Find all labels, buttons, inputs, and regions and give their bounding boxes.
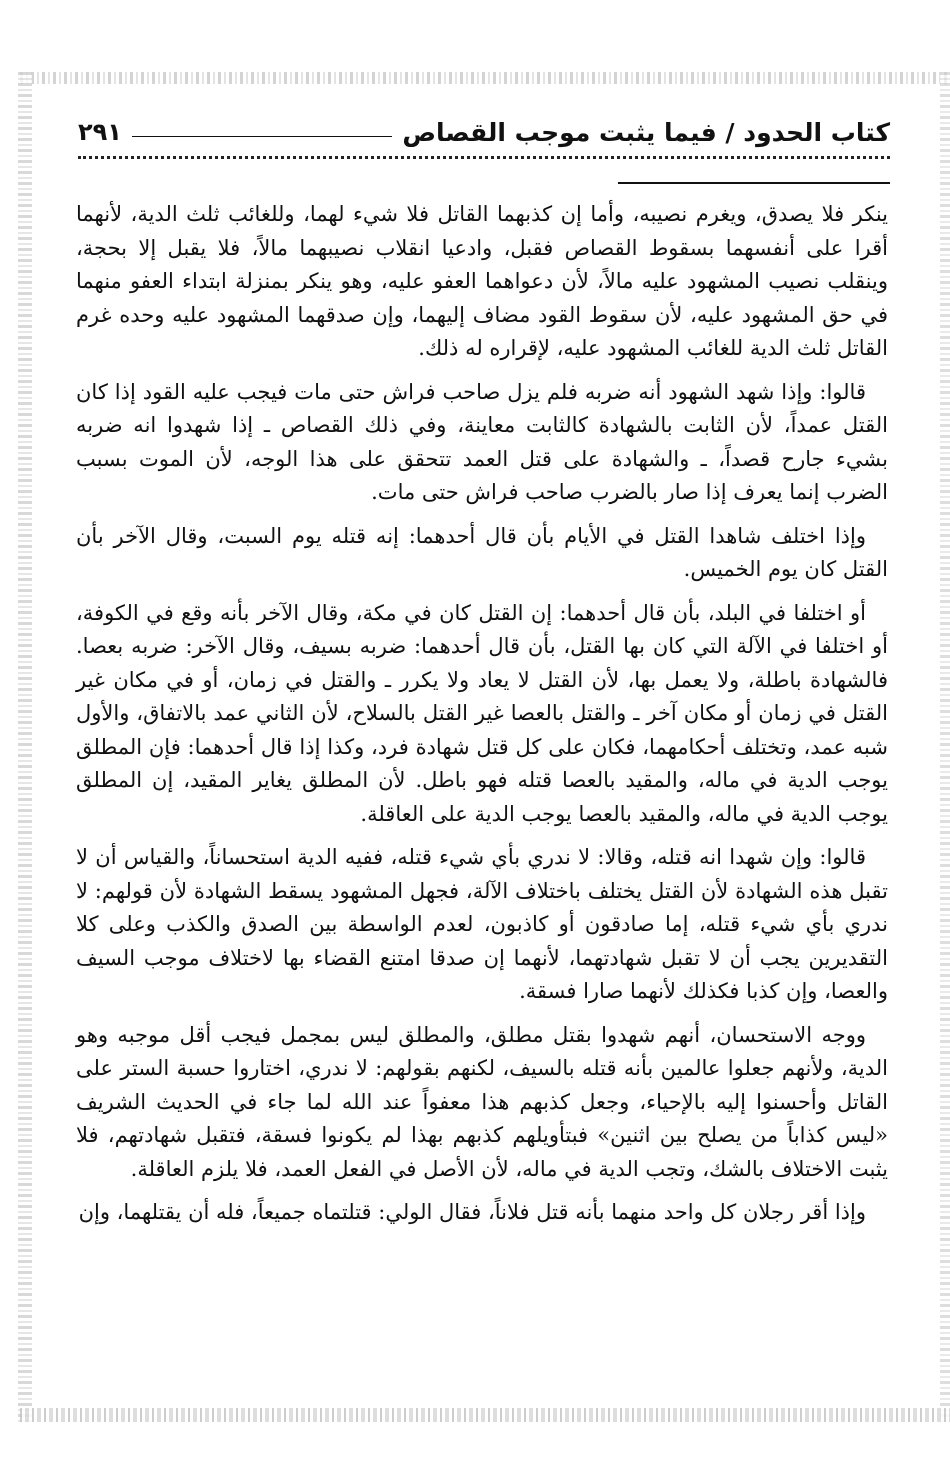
paragraph: قالوا: وإذا شهد الشهود أنه ضربه فلم يزل صاحب فراش حتى مات فيجب عليه القود إذا كان القتل عمداً، لأن الثابت بالشهادة كالثابت معاينة، وفي ذلك القصاص ـ إذا شهدوا انه ضربه بشيء جارح قصداً، ـ والشهادة على قتل العمد تتحقق على هذا الوجه، لأن الموت بسبب الضرب إنما يعرف إذا صار بالضرب صاحب فراش حتى مات. [76,379,888,504]
header-dotted-rule [78,156,890,171]
decorative-border-top [20,72,950,84]
paragraph: وإذا أقر رجلان كل واحد منهما بأنه قتل فلاناً، فقال الولي: قتلتماه جميعاً، فله أن يقتلهما، وإن [78,1200,866,1224]
running-header [78,112,890,152]
page-body [76,198,888,1240]
paragraph: ووجه الاستحسان، أنهم شهدوا بقتل مطلق، والمطلق ليس بمجمل فيجب أقل موجبه وهو الدية، ولأنهم جعلوا عالمين بأنه قتله بالسيف، لكنهم بقولهم: لا ندري، اختاروا حسبة الستر على القاتل وأحسنوا إليه بالإحياء، وجعل كذبهم هذا معفواً عند الله لما جاء في الحديث الشريف «ليس كذاباً من يصلح بين اثنين» فبتأويلهم كذبهم بهذا لم يكونوا فسقة، فتقبل شهادتهم، فلا يثبت الاختلاف بالشك، وتجب الدية في ماله، لأن الأصل في الفعل العمد، فلا يلزم العاقلة. [76,1022,888,1181]
decorative-border-left [18,72,32,1422]
paragraph: أو اختلفا في البلد، بأن قال أحدهما: إن القتل كان في مكة، وقال الآخر بأنه وقع في الكوفة، أو اختلفا في الآلة التي كان بها القتل، بأن قال أحدهما: ضربه بسيف، وقال الآخر: ضربه بعصا. فالشهادة باطلة، ولا يعمل بها، لأن القتل لا يعاد ولا يكرر ـ والقتل في زمان، أو في مكان غير القتل في زمان أو مكان آخر ـ والقتل بالعصا غير القتل بالسلاح، لأن الثاني عمد بالاتفاق، والأول شبه عمد، وتختلف أحكامهما، فكان على كل قتل شهادة فرد، وكذا إذا قال أحدهما: فإن المطلق يوجب الدية في ماله، والمقيد بالعصا قتله فهو باطل. لأن المطلق يغاير المقيد، إن المطلق يوجب الدية في ماله، والمقيد بالعصا يوجب الدية على العاقلة. [76,600,888,826]
paragraph: ينكر فلا يصدق، ويغرم نصيبه، وأما إن كذبهما القاتل فلا شيء لهما، وللغائب ثلث الدية، لأنهما أقرا على أنفسهما بسقوط القصاص فقبل، وادعيا انقلاب نصيبهما مالاً، فلا يقبل إلا بحجة، وينقلب نصيب المشهود عليه مالاً، لأن دعواهما العفو عليه، وهو ينكر بمنزلة ابتداء العفو منهما في حق المشهود عليه، لأن سقوط القود مضاف إليهما، وإن صدقهما المشهود عليه وحده غرم القاتل ثلث الدية للغائب المشهود عليه، لإقراره له ذلك. [76,202,888,360]
paragraph: قالوا: وإن شهدا انه قتله، وقالا: لا ندري بأي شيء قتله، ففيه الدية استحساناً، والقياس أن لا تقبل هذه الشهادة لأن القتل يختلف باختلاف الآلة، فجهل المشهود يسقط الشهادة لأن قولهم: لا ندري بأي شيء قتله، إما صادقون أو كاذبون، لعدم الواسطة بين الصدق والكذب وعلى كلا التقديرين يجب أن لا تقبل شهادتهما، لأنهما إن صدقا امتنع القضاء بها لاختلاف موجب السيف والعصا، وإن كذبا فكذلك لأنهما صارا فسقة. [76,845,888,1003]
header-title: كتاب الحدود / فيما يثبت موجب القصاص [402,117,890,147]
decorative-border-right [940,72,950,1422]
header-thick-rule [618,182,890,184]
decorative-border-bottom [20,1408,950,1422]
header-rule [132,136,392,137]
page-number: ٢٩١ [78,118,122,146]
paragraph: وإذا اختلف شاهدا القتل في الأيام بأن قال أحدهما: إنه قتله يوم السبت، وقال الآخر بأن القتل كان يوم الخميس. [76,523,888,581]
